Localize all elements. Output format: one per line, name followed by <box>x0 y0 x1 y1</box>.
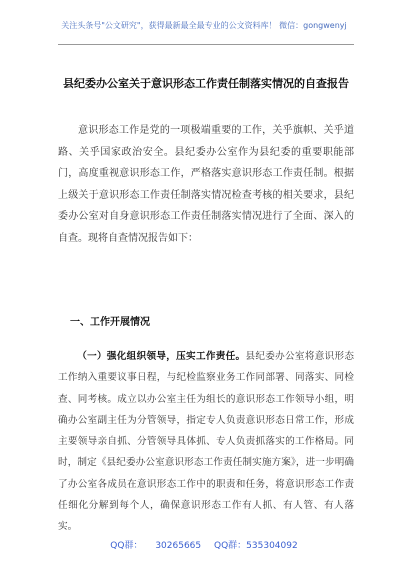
footer-qq-groups: QQ群： 30265665 QQ群：535304092 <box>110 541 298 551</box>
document-title: 县纪委办公室关于意识形态工作责任制落实情况的自查报告 <box>63 77 349 90</box>
header-banner: 关注头条号"公文研究"，获得最新最全最专业的公文资料库！ 微信：gongwenyj <box>61 21 347 30</box>
header-divider <box>58 44 354 45</box>
subsection-body: 县纪委办公室将意识形态工作纳入重要议事日程，与纪检监察业务工作同部署、同落实、同检查、同考核。成立以办公室主任为组长的意识形态工作领导小组，明确办公室副主任为分管领导，指定专人负责意识形态日常工作，形成主要领导亲自抓、分管领导具体抓、专人负责抓落实的工作格局。同时，制定《县纪委办公室意识形态工作责任制实施方案》，进一步明确了办公室各成员在意识形态工作中的职责和任务，将意识形态工作责任细化分解到每个人，确保意识形态工作有人抓、有人管、有人落实。 <box>58 351 355 533</box>
section-heading: 一、工作开展情况 <box>70 317 150 328</box>
subsection-paragraph <box>58 346 354 538</box>
subsection-lead: （一）强化组织领导，压实工作责任。 <box>77 351 246 362</box>
intro-paragraph: 意识形态工作是党的一项极端重要的工作，关乎旗帜、关乎道路、关乎国家政治安全。县纪委办公室作为县纪委的重要职能部门，高度重视意识形态工作，严格落实意识形态工作责任制。根据上级关于意识形态工作责任制落实情况检查考核的相关要求，县纪委办公室对自身意识形态工作责任制落实情况进行了全面、深入的自查。现将自查情况报告如下： <box>58 125 354 244</box>
